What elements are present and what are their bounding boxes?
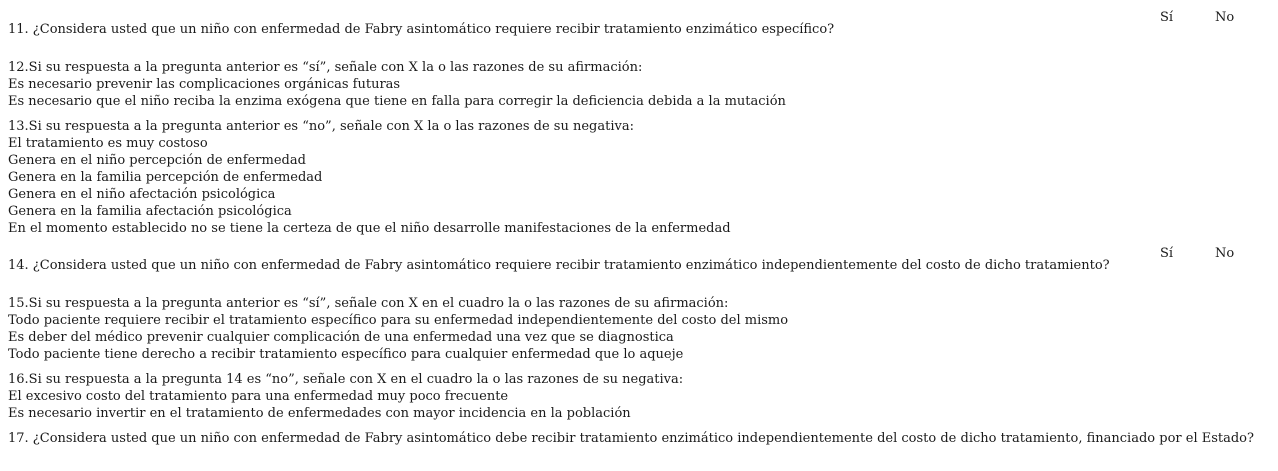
q12-option-2[interactable]: Es necesario que el niño reciba la enzima exógena que tiene en falla para corregir la deficiencia debida a la mutación — [8, 94, 786, 109]
q13-option-3[interactable]: Genera en la familia percepción de enfermedad — [8, 170, 323, 185]
q15-option-3[interactable]: Todo paciente tiene derecho a recibir tratamiento específico para cualquier enfermedad que lo aqueje — [8, 347, 684, 362]
q12-prompt: 12.Si su respuesta a la pregunta anterior es “sí”, señale con X la o las razones de su afirmación: — [8, 60, 643, 75]
q16-option-1[interactable]: El excesivo costo del tratamiento para una enfermedad muy poco frecuente — [8, 389, 509, 404]
q11-no-option[interactable]: No — [1215, 10, 1235, 25]
q17-question: 17. ¿Considera usted que un niño con enfermedad de Fabry asintomático debe recibir tratamiento enzimático independientemente del costo de dicho tratamiento, financiado por el Estado? — [8, 431, 1254, 446]
q15-option-1[interactable]: Todo paciente requiere recibir el tratamiento específico para su enfermedad independientemente del costo del mismo — [8, 313, 789, 328]
q13-option-4[interactable]: Genera en el niño afectación psicológica — [8, 187, 276, 202]
q13-option-2[interactable]: Genera en el niño percepción de enfermedad — [8, 153, 306, 168]
q14-yes-option[interactable]: Sí — [1160, 246, 1174, 261]
q13-prompt: 13.Si su respuesta a la pregunta anterior es “no”, señale con X la o las razones de su negativa: — [8, 119, 634, 134]
q14-question: 14. ¿Considera usted que un niño con enfermedad de Fabry asintomático requiere recibir tratamiento enzimático independientemente del costo de dicho tratamiento? — [8, 258, 1110, 273]
q16-prompt: 16.Si su respuesta a la pregunta 14 es “no”, señale con X en el cuadro la o las razones de su negativa: — [8, 372, 684, 387]
q15-prompt: 15.Si su respuesta a la pregunta anterior es “sí”, señale con X en el cuadro la o las razones de su afirmación: — [8, 296, 729, 311]
q11-yes-option[interactable]: Sí — [1160, 10, 1174, 25]
q13-option-5[interactable]: Genera en la familia afectación psicológica — [8, 204, 292, 219]
q13-option-1[interactable]: El tratamiento es muy costoso — [8, 136, 208, 151]
q15-option-2[interactable]: Es deber del médico prevenir cualquier complicación de una enfermedad una vez que se diagnostica — [8, 330, 674, 345]
q16-option-2[interactable]: Es necesario invertir en el tratamiento de enfermedades con mayor incidencia en la población — [8, 406, 631, 421]
q11-question: 11. ¿Considera usted que un niño con enfermedad de Fabry asintomático requiere recibir tratamiento enzimático específico? — [8, 22, 835, 37]
q13-option-6[interactable]: En el momento establecido no se tiene la certeza de que el niño desarrolle manifestaciones de la enfermedad — [8, 221, 731, 236]
q14-no-option[interactable]: No — [1215, 246, 1235, 261]
q12-option-1[interactable]: Es necesario prevenir las complicaciones orgánicas futuras — [8, 77, 401, 92]
